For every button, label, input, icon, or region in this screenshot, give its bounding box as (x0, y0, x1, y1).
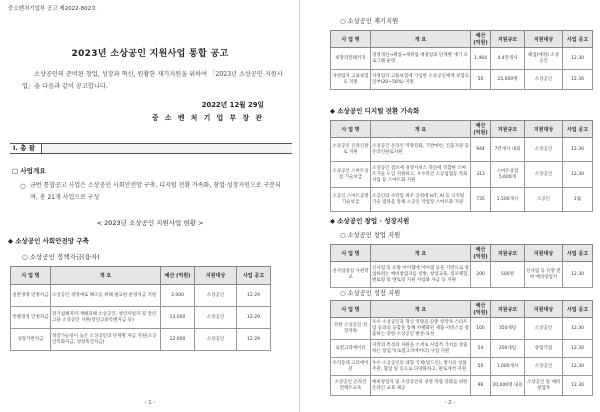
growth-table (330, 300, 593, 396)
col-header: 사 업 명 (331, 31, 371, 48)
program-scale: 1,000개사 (491, 358, 525, 376)
program-target: 소상공인 (525, 318, 563, 340)
program-target: 소상공인 (195, 307, 237, 329)
program-desc: 신사업 등 유망 아이템에 아이템 등을 기반으로 창업하려는 예비창업자를 선발, 창업교육, 점포체험, 멘토링 및 멘토링 지원 사업화 자금 등 지원 (371, 262, 471, 288)
subsection-heading (12, 166, 46, 175)
subsection-title: 사업개요 (20, 167, 46, 175)
program-scale: 500명 (491, 262, 525, 288)
table-row (331, 318, 593, 340)
col-header: 예산 (억원) (471, 121, 491, 138)
col-header: 개 요 (371, 245, 471, 262)
diamond-bullet-icon: ◆ (330, 217, 338, 225)
program-desc: 예비창업자 및 소상공인의 경영 역량 강화를 위한 온라인 교육 제공 (371, 376, 471, 396)
col-header: 지원대상 (525, 121, 563, 138)
program-desc: 우수 소상공인의 대형 국제(빌드인), 방식을 상품 주관, 협업 및 등으로 다양화하고, 판로개척 지원 (371, 358, 471, 376)
program-notice: 12.30 (563, 138, 593, 162)
col-header: 사업 공고 (237, 267, 271, 285)
table-header-row (331, 121, 593, 138)
table-header-row (331, 31, 593, 48)
program-scale: 7만개사 내외 (491, 138, 525, 162)
col-header: 예산 (억원) (471, 301, 491, 318)
category-title: 소상공인 창업 · 성장지원 (337, 217, 410, 225)
program-name: 소상공인 온라인판로 지원 (331, 138, 371, 162)
program-name: 우리동네 크리에이터 (331, 358, 371, 376)
table-row (331, 340, 593, 358)
circle-bullet-icon: ○ (340, 290, 348, 297)
col-header: 사업 공고 (563, 31, 593, 48)
program-scale: 1,500개사 (491, 188, 525, 212)
program-name: 소공인 스마트공방 기술보급 (331, 188, 371, 212)
table-row (331, 376, 593, 396)
program-scale: 25,000명 (491, 70, 525, 90)
table-row (331, 138, 593, 162)
col-header: 사 업 명 (11, 267, 51, 285)
table-header-row (11, 267, 271, 285)
program-name: 강한 소상공인 성장지원 (331, 318, 371, 340)
program-budget: 735 (471, 188, 491, 212)
program-budget: 100 (471, 318, 491, 340)
section-title: 소상공인 성장 지원 (347, 290, 401, 297)
table-row (11, 285, 271, 307)
col-header: 지원대상 (525, 31, 563, 48)
program-budget: 50 (471, 70, 491, 90)
section-heading (340, 288, 400, 297)
col-header: 사업 공고 (563, 121, 593, 138)
col-header: 지원규모 (491, 301, 525, 318)
page-number: - 2 - (444, 400, 456, 406)
program-budget: 13,000 (161, 307, 195, 329)
program-desc: 소상공인 온라인 역량강화, 기반마련, 진출지원 등 온라인판로지원 (371, 138, 471, 162)
program-notice: 12.30 (563, 70, 593, 90)
col-header: 지원규모 (491, 245, 525, 262)
program-target: 폐업(예정) 소상공인 (525, 48, 563, 70)
program-budget: 313 (471, 162, 491, 188)
program-target: 소공인 (525, 188, 563, 212)
section-heading (340, 230, 400, 239)
circle-bullet-icon: ○ (22, 253, 30, 261)
program-target: 소상공인 (525, 162, 563, 188)
program-budget: 200 (471, 262, 491, 288)
program-notice: 12.30 (563, 48, 593, 70)
program-notice: 12.30 (563, 376, 593, 396)
col-header: 지원대상 (195, 267, 237, 285)
table-row (11, 307, 271, 329)
section-number: Ⅰ. 총 괄 (10, 144, 42, 153)
col-header: 사 업 명 (331, 121, 371, 138)
program-budget: 50 (471, 358, 491, 376)
col-header: 지원규모 (491, 31, 525, 48)
col-header: 예산 (억원) (471, 245, 491, 262)
page-number: - 1 - (144, 400, 156, 406)
category-title: 소상공인 디지털 전환 가속화 (337, 107, 420, 115)
program-target: 신사업 등 유망 분야 예비창업자 (525, 262, 563, 288)
policy-fund-table (10, 266, 271, 351)
program-budget: 96 (471, 376, 491, 396)
col-header: 지원대상 (525, 245, 563, 262)
program-name: 소상공인 스마트상점 기술보급 (331, 162, 371, 188)
program-scale: 350개팀 (491, 318, 525, 340)
table-title: 소상공인 정책자금(융자) (29, 253, 100, 261)
program-name: 성장기반자금 (11, 329, 51, 351)
circle-bullet-icon: ○ (340, 18, 348, 25)
table-row (331, 48, 593, 70)
category-heading (330, 106, 419, 115)
recovery-table (330, 30, 593, 90)
program-notice: 12.29 (237, 307, 271, 329)
table-header-row (331, 245, 593, 262)
program-desc: 성장가능성이 높은 소상공인의 단계별 자금 지원(소공인특화자금, 성장촉진자금) (51, 329, 161, 351)
category-title: 소상공인 사회안전망 구축 (15, 237, 89, 245)
diamond-bullet-icon: ◆ (8, 237, 16, 245)
col-header: 지원규모 (491, 121, 525, 138)
notice-number: 중소벤처기업부 공고 제2022-802호 (8, 6, 97, 12)
program-scale: 200개팀 (491, 340, 525, 358)
program-scale: 스마트상점 5,600개 (491, 162, 525, 188)
program-scale: 20,000명 내외 (491, 376, 525, 396)
section-title: 소상공인 재기지원 (347, 18, 399, 25)
col-header: 사 업 명 (331, 245, 371, 262)
program-notice: 12.29 (237, 329, 271, 351)
program-desc: 자영업자 고용보험에 가입한 소상공인에게 보험료 일부(20~50%) 지원 (371, 70, 471, 90)
table-row (331, 162, 593, 188)
program-name: 일반경영 안정자금 (11, 285, 51, 307)
page-title: 2023년 소상공인 지원사업 통합 공고 (71, 49, 229, 59)
diamond-bullet-icon: ◆ (330, 107, 338, 115)
program-name: 자영업자 고용보험료 지원 (331, 70, 371, 90)
program-notice: 12.30 (563, 162, 593, 188)
circle-bullet-icon: ○ (340, 232, 348, 239)
startup-table (330, 244, 593, 288)
program-notice: 12.29 (237, 285, 271, 307)
program-notice: 12.30 (563, 318, 593, 340)
program-target: 소상공인 (195, 329, 237, 351)
program-notice: 12.30 (563, 262, 593, 288)
table-row (331, 70, 593, 90)
announcement-date: 2022년 12월 29일 (201, 101, 264, 109)
table-heading (22, 252, 100, 261)
table-row (11, 329, 271, 351)
section-heading (340, 16, 398, 25)
program-target: 소상공인 (195, 285, 237, 307)
program-desc: 우수 소상공인과 혁신 역량을 갖춘 창작자 스타트업 등과의 융합을 통해 차별화된 제품·서비스를 창출하는 강한 소상공인 발굴·육성 (371, 318, 471, 340)
program-budget: 944 (471, 138, 491, 162)
col-header: 사 업 명 (331, 301, 371, 318)
col-header: 사업 공고 (563, 245, 593, 262)
program-budget: 54 (471, 340, 491, 358)
agency-name: 중 소 벤 처 기 업 부 장 관 (151, 114, 264, 122)
col-header: 사업 공고 (563, 301, 593, 318)
col-header: 예산 (억원) (471, 31, 491, 48)
program-notice: 12.30 (563, 340, 593, 358)
section-title: 소상공인 창업 지원 (347, 232, 401, 239)
program-target: 창업기업 (525, 340, 563, 358)
program-desc: 경영개선→폐업→재취업·재창업의 단계별 재기 프로그램 운영 (371, 48, 471, 70)
program-target: 소상공인 (525, 138, 563, 162)
program-desc: 소공인의 수작업 위주 공정에 IoT, AI 등 디지털 기술 접목을 통해 소공인 작업장 스마트화 지원 (371, 188, 471, 212)
intro-text: 소상공인의 준비된 창업, 성장과 혁신, 원활한 재기지원을 위하여 「2023년 소상공인 지원사업」을 다음과 같이 공고합니다. (22, 71, 283, 90)
overview-text: 금번 통합공고 사업은 소상공인 사회안전망 구축, 디지털 전환 가속화, 창업·성장지원으로 구분되며, 총 21개 사업으로 구성 (30, 182, 281, 201)
program-target: 소상공인 (525, 358, 563, 376)
digital-table (330, 120, 593, 212)
program-name: 로컬크리에이터 (331, 340, 371, 358)
program-desc: 지역의 특성과 자원을 소재로 사업적 가치를 창출하는 창업가(로컬크리에이터) 사업 지원 (371, 340, 471, 358)
program-target: 소상공인 (525, 70, 563, 90)
program-name: 특별경영 안정자금 (11, 307, 51, 329)
program-target: 소상공인 및 예비창업자 (525, 376, 563, 396)
program-name: 신사업창업 사관학교 (331, 262, 371, 288)
program-desc: 소상공인 경영애로 해소를 위해 필요한 운영자금 지원 (51, 285, 161, 307)
col-header: 개 요 (51, 267, 161, 285)
category-heading (8, 236, 89, 245)
table-row (331, 358, 593, 376)
program-budget: 12,000 (161, 329, 195, 351)
program-name: 소상공인 온라인 컨택트교육 (331, 376, 371, 396)
program-desc: 장기침체지역·재해피해 소상공인, 청년사업자 및 장년고용 소상공인 지원(장년고용특별자금 등) (51, 307, 161, 329)
table-row (331, 188, 593, 212)
table-row (331, 262, 593, 288)
page-2 (300, 0, 600, 412)
table-header-row (331, 301, 593, 318)
program-notice: 1월 (563, 188, 593, 212)
col-header: 개 요 (371, 31, 471, 48)
program-name: 희망리턴패키지 (331, 48, 371, 70)
program-desc: 소상공인 점포에 경영서비스 혁신에 적합한 스마트기술 도입 지원하고, 우수라인 소공업협동 특화사업 등 스마트화 지원 (371, 162, 471, 188)
col-header: 지원대상 (525, 301, 563, 318)
program-budget: 1,464 (471, 48, 491, 70)
section-header (10, 143, 292, 154)
category-heading (330, 216, 409, 225)
col-header: 개 요 (371, 301, 471, 318)
program-budget: 3,000 (161, 285, 195, 307)
program-scale: 4.4만개사 (491, 48, 525, 70)
col-header: 예산 (억원) (161, 267, 195, 285)
col-header: 개 요 (371, 121, 471, 138)
circle-bullet-icon: ○ (20, 182, 26, 190)
program-notice: 12.30 (563, 358, 593, 376)
square-bullet-icon: □ (12, 167, 21, 175)
table-caption: < 2023년 소상공인 지원사업 현황 > (96, 219, 204, 227)
